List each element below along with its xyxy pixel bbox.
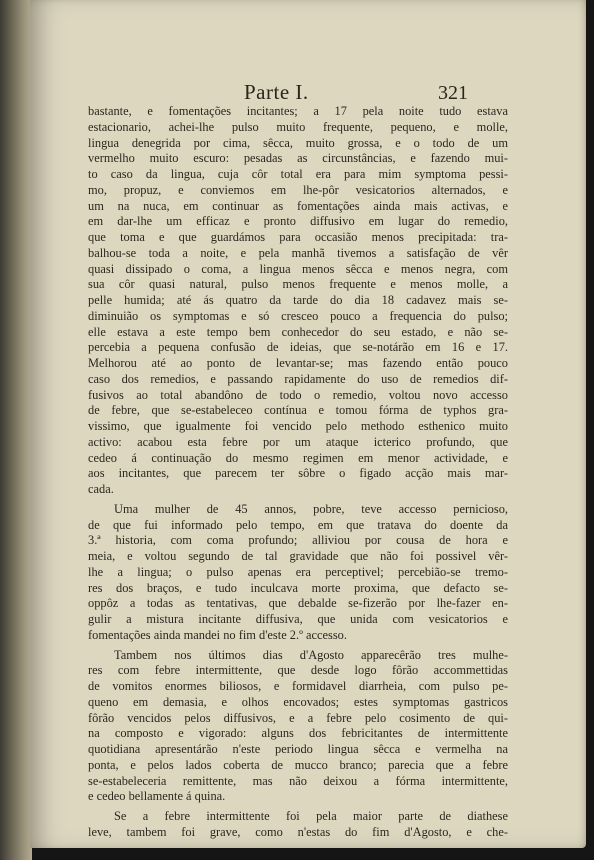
text-line: de que fui informado pelo tempo, em que tratava do doente da [88, 517, 508, 532]
text-line: lhe a lingua; o pulso apenas era perceptivel; percebião-se tremo- [88, 564, 508, 579]
text-line: pelle humida; até ás quatro da tarde do dia 18 cadavez mais se- [88, 293, 508, 307]
text-line: Uma mulher de 45 annos, pobre, teve accesso pernicioso, [114, 501, 508, 516]
text-line: meia, e voltou segundo de tal gravidade que não foi possivel vêr- [88, 549, 508, 563]
text-line: quotidiana apresentárão n'este periodo lingua sêcca e vermelha na [88, 742, 508, 756]
text-line: e cedeo bellamente á quina. [88, 789, 226, 804]
text-line: elle estava a este tempo bem conhecedor do seu estado, e não se- [88, 324, 508, 339]
text-line: quasi dissipado o coma, a lingua menos sêcca e menos negra, com [88, 261, 508, 276]
text-line: de vomitos enormes biliosos, e formidavel diarrheia, com pulso pe- [88, 679, 508, 693]
text-line: caso dos remedios, e passando rapidamente do uso de remedios dif- [88, 371, 508, 386]
text-line: to caso da lingua, cuja côr total era para mim symptoma pessi- [88, 167, 508, 181]
text-line: 3.ª historia, com coma profundo; alliviou por cousa de hora e [88, 533, 508, 548]
text-line: fusivos ao total abandôno de todo o remedio, voltou novo accesso [88, 387, 508, 402]
text-line: cedeo á continuação do mesmo regimen em menor actividade, e [88, 450, 508, 465]
text-line: queno em demasia, e olhos encovados; estes symptomas gastricos [88, 694, 508, 709]
text-line: lingua denegrida por cima, sêcca, muito grossa, e o todo de um [88, 135, 508, 150]
text-line: Melhorou até ao ponto de levantar-se; mas fazendo então pouco [88, 356, 508, 370]
text-line: leve, tambem foi grave, como n'estas do fim d'Agosto, e che- [88, 824, 508, 839]
running-head: Parte I. [244, 80, 309, 104]
text-line: Tambem nos últimos dias d'Agosto apparecêrão tres mulhe- [114, 647, 508, 662]
text-line: vermelho muito escuro: pesadas as circunstâncias, e fazendo mui- [88, 151, 508, 166]
text-line: que toma e que guardámos para occasião menos precipitada: tra- [88, 230, 508, 244]
text-line: sua côr quasi natural, pulso menos frequente e menos molle, a [88, 277, 508, 292]
text-line: bastante, e fomentações incitantes; a 17 pela noite tudo estava [88, 104, 508, 118]
text-line: um na nuca, em continuar as fomentações ainda mais activas, e [88, 198, 508, 213]
book-gutter [0, 0, 32, 860]
text-line: ponta, e pelos lados coberta de mucco branco; parecia que a febre [88, 757, 508, 772]
text-line: gulir a mistura incitante diffusiva, que unida com vesicatorios e [88, 612, 508, 626]
text-line: balhou-se toda a noite, e pela manhã tivemos a satisfação de vêr [88, 245, 508, 260]
text-line: se-estabeleceria remittente, mas não deixou a fórma intermittente, [88, 773, 508, 788]
text-line: aos incitantes, que parecem ter sôbre o figado acção mais mar- [88, 466, 508, 481]
text-line: cada. [88, 482, 114, 496]
text-line: fomentações ainda mandei no fim d'este 2.º accesso. [88, 627, 347, 642]
text-line: em dar-lhe um efficaz e pronto diffusivo em lugar do remedio, [88, 214, 508, 229]
page-number: 321 [438, 82, 468, 104]
text-line: fôrão vencidos pelos diffusivos, e a febre pelo cosimento de qui- [88, 710, 508, 725]
text-line: Se a febre intermittente foi pela maior parte de diathese [114, 809, 508, 823]
text-line: oppôz a todas as tentativas, que debalde se-fizerão por lhe-fazer en- [88, 596, 508, 611]
text-line: res com febre intermittente, que desde logo fôrão accommettidas [88, 663, 508, 678]
text-line: estacionario, achei-lhe pulso muito frequente, pequeno, e molle, [88, 119, 508, 134]
text-line: na composto e vigorado: alguns dos febricitantes de intermittente [88, 726, 508, 741]
text-line: vissimo, que igualmente foi vencido pelo methodo esthenico muito [88, 419, 508, 433]
text-line: mo, propuz, e conviemos em lhe-pôr vesicatorios alternados, e [88, 182, 508, 197]
text-line: diminuião os symptomas e só cresceo pouco a frequencia do pulso; [88, 308, 508, 323]
text-line: res dos braços, e tudo inculcava morte proxima, que defacto se- [88, 580, 508, 595]
text-line: activo: acabou esta febre por um ataque icterico profundo, que [88, 434, 508, 449]
body-text [88, 104, 508, 841]
text-line: percebia a pequena confusão de ideias, que se-notárão em 16 e 17. [88, 340, 508, 355]
book-page [30, 0, 586, 848]
text-line: de febre, que se-estabeleceo contínua e tomou fórma de typhos gra- [88, 403, 508, 418]
